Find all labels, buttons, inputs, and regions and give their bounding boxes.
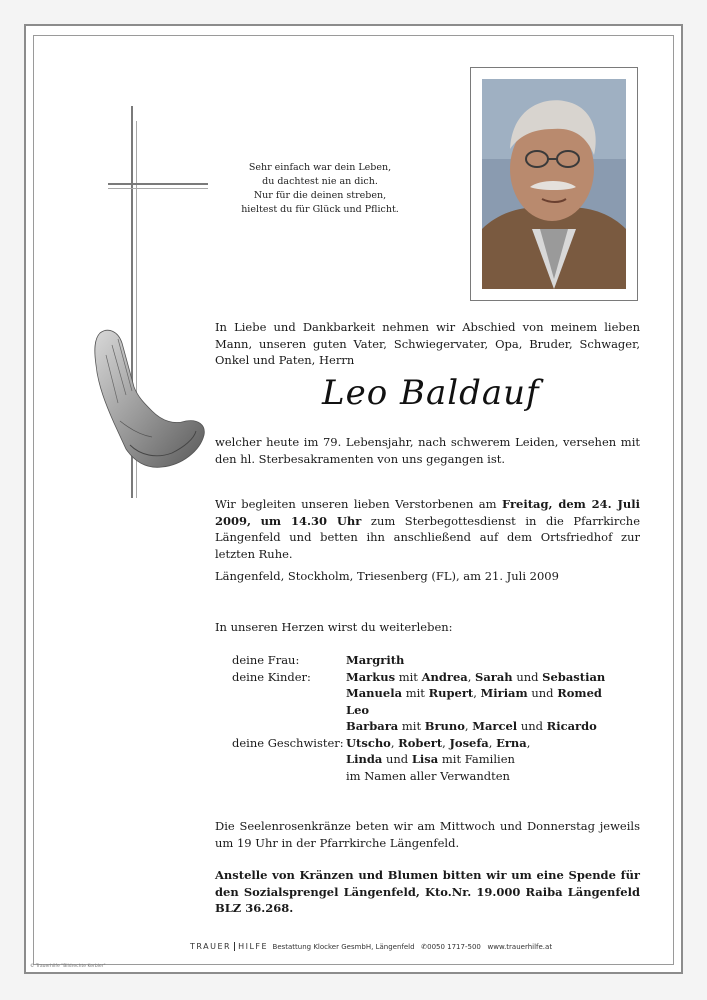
footer-web[interactable]: www.trauerhilfe.at <box>487 943 553 951</box>
wife-label: deine Frau: <box>232 653 300 667</box>
sibling-entry: Utscho, Robert, Josefa, Erna, <box>346 735 531 750</box>
child-entry: Manuela mit Rupert, Miriam und Romed <box>346 686 602 700</box>
intro-paragraph: In Liebe und Dankbarkeit nehmen wir Abschied von meinem lieben Mann, unseren guten Vater, Schwiegervater, Opa, Bruder, Schwager, Onkel und Paten, Herrn <box>215 320 640 367</box>
siblings-label: deine Geschwister: <box>232 735 344 750</box>
footer <box>190 942 552 951</box>
copyright: © Trauerhilfe "Bildrechte Kerbler" <box>30 964 106 969</box>
trauerhilfe-logo: TRAUER HILFE <box>190 942 269 951</box>
funeral-date: Freitag, dem 24. Juli 2009, <box>215 497 640 528</box>
footer-phone: 0050 1717-500 <box>427 943 481 951</box>
sibling-entry: Linda und Lisa mit Familien <box>346 752 515 766</box>
funeral-text-2: zum Sterbegottesdienst in die Pfarrkirche Längenfeld und betten ihn anschließend auf dem Ortsfriedhof zur letzten Ruhe. <box>215 513 640 561</box>
poem <box>240 161 400 217</box>
rosary-paragraph: Die Seelenrosenkränze beten wir am Mittwoch und Donnerstag jeweils um 19 Uhr in der Pfarrkirche Längenfeld. <box>215 819 640 850</box>
others-entry: im Namen aller Verwandten <box>346 768 510 783</box>
footer-company: Bestattung Klocker GesmbH, Längenfeld <box>272 943 415 951</box>
child-entry: Barbara mit Bruno, Marcel und Ricardo <box>346 719 597 733</box>
praying-hands-icon <box>90 325 210 473</box>
funeral-text: Wir begleiten unseren lieben Verstorbenen am <box>215 497 503 511</box>
children-label: deine Kinder: <box>232 669 311 684</box>
child-entry: Leo <box>346 702 370 717</box>
poem-line: du dachtest nie an dich. <box>262 176 378 187</box>
portrait-photo-frame <box>470 67 638 301</box>
death-paragraph: welcher heute im 79. Lebensjahr, nach schwerem Leiden, versehen mit den hl. Sterbesakramenten von uns gegangen ist. <box>215 435 640 466</box>
poem-line: hieltest du für Glück und Pflicht. <box>241 204 399 215</box>
deceased-name: Leo Baldauf <box>322 373 540 413</box>
cross-horizontal-bar-thin <box>108 188 208 189</box>
funeral-paragraph <box>215 496 640 562</box>
funeral-time: um 14.30 Uhr <box>260 513 362 528</box>
portrait-photo <box>482 79 626 289</box>
poem-line: Nur für die deinen streben, <box>253 190 387 201</box>
hearts-intro: In unseren Herzen wirst du weiterleben: <box>215 620 453 634</box>
poem-line: Sehr einfach war dein Leben, <box>248 162 392 173</box>
cross-horizontal-bar <box>108 183 208 185</box>
child-entry: Markus mit Andrea, Sarah und Sebastian <box>346 669 606 684</box>
phone-icon: ✆ <box>421 943 428 951</box>
wife-name: Margrith <box>346 653 405 667</box>
place-date: Längenfeld, Stockholm, Triesenberg (FL), am 21. Juli 2009 <box>215 569 559 583</box>
donation-paragraph: Anstelle von Kränzen und Blumen bitten wir um eine Spende für den Sozialsprengel Längenfeld, Kto.Nr. 19.000 Raiba Längenfeld BLZ 36.268. <box>215 868 640 915</box>
